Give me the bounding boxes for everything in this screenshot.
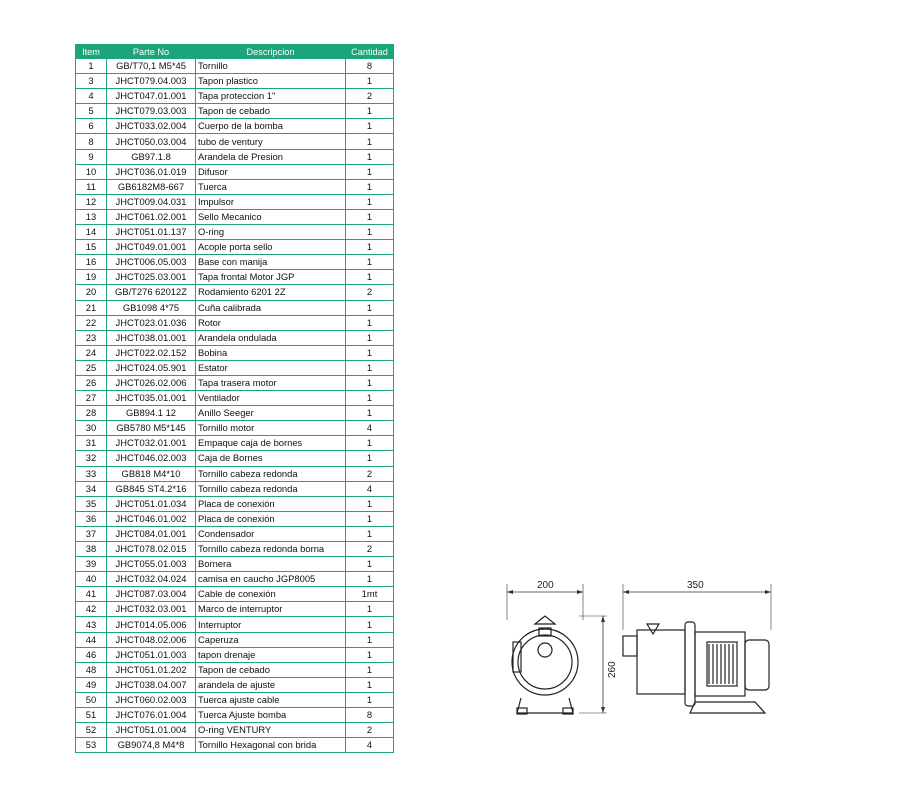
header-description: Descripcion xyxy=(196,45,346,59)
table-row xyxy=(76,451,394,466)
table-row xyxy=(76,602,394,617)
description-cell: Rotor xyxy=(196,315,346,330)
description-cell: Impulsor xyxy=(196,194,346,209)
part-number-cell: JHCT038.04.007 xyxy=(107,677,196,692)
part-number-cell: JHCT079.04.003 xyxy=(107,74,196,89)
item-cell: 39 xyxy=(76,557,107,572)
description-cell: Estator xyxy=(196,360,346,375)
table-row xyxy=(76,270,394,285)
item-cell: 30 xyxy=(76,421,107,436)
part-number-cell: JHCT032.01.001 xyxy=(107,436,196,451)
quantity-cell: 1 xyxy=(346,209,394,224)
part-number-cell: JHCT087.03.004 xyxy=(107,587,196,602)
part-number-cell: JHCT051.01.004 xyxy=(107,723,196,738)
table-row xyxy=(76,542,394,557)
quantity-cell: 1 xyxy=(346,662,394,677)
item-cell: 32 xyxy=(76,451,107,466)
quantity-cell: 1 xyxy=(346,149,394,164)
quantity-cell: 1 xyxy=(346,391,394,406)
quantity-cell: 1 xyxy=(346,617,394,632)
quantity-cell: 2 xyxy=(346,89,394,104)
table-header-row xyxy=(76,45,394,59)
quantity-cell: 1 xyxy=(346,436,394,451)
quantity-cell: 1 xyxy=(346,692,394,707)
table-row xyxy=(76,587,394,602)
quantity-cell: 1 xyxy=(346,119,394,134)
front-width-dimension xyxy=(507,580,583,620)
part-number-cell: JHCT076.01.004 xyxy=(107,708,196,723)
header-item: Item xyxy=(76,45,107,59)
parts-table xyxy=(75,44,394,753)
item-cell: 11 xyxy=(76,179,107,194)
part-number-cell: GB9074,8 M4*8 xyxy=(107,738,196,753)
part-number-cell: JHCT014.05.006 xyxy=(107,617,196,632)
item-cell: 50 xyxy=(76,692,107,707)
item-cell: 41 xyxy=(76,587,107,602)
table-row xyxy=(76,330,394,345)
side-width-label: 350 xyxy=(687,580,704,591)
table-row xyxy=(76,375,394,390)
part-number-cell: JHCT055.01.003 xyxy=(107,557,196,572)
description-cell: Cuerpo de la bomba xyxy=(196,119,346,134)
item-cell: 49 xyxy=(76,677,107,692)
quantity-cell: 1 xyxy=(346,255,394,270)
table-row xyxy=(76,134,394,149)
part-number-cell: JHCT061.02.001 xyxy=(107,209,196,224)
description-cell: Ventilador xyxy=(196,391,346,406)
table-row xyxy=(76,617,394,632)
table-row xyxy=(76,572,394,587)
quantity-cell: 1 xyxy=(346,375,394,390)
item-cell: 48 xyxy=(76,662,107,677)
description-cell: Placa de conexión xyxy=(196,496,346,511)
item-cell: 46 xyxy=(76,647,107,662)
part-number-cell: JHCT032.03.001 xyxy=(107,602,196,617)
description-cell: Tornillo cabeza redonda xyxy=(196,466,346,481)
description-cell: Cable de conexión xyxy=(196,587,346,602)
item-cell: 31 xyxy=(76,436,107,451)
part-number-cell: JHCT025.03.001 xyxy=(107,270,196,285)
table-row xyxy=(76,360,394,375)
item-cell: 40 xyxy=(76,572,107,587)
table-row xyxy=(76,406,394,421)
part-number-cell: GB6182M8-667 xyxy=(107,179,196,194)
table-row xyxy=(76,255,394,270)
item-cell: 12 xyxy=(76,194,107,209)
item-cell: 22 xyxy=(76,315,107,330)
item-cell: 37 xyxy=(76,526,107,541)
item-cell: 21 xyxy=(76,300,107,315)
description-cell: Tornillo cabeza redonda xyxy=(196,481,346,496)
item-cell: 3 xyxy=(76,74,107,89)
item-cell: 19 xyxy=(76,270,107,285)
quantity-cell: 4 xyxy=(346,481,394,496)
part-number-cell: JHCT060.02.003 xyxy=(107,692,196,707)
pump-front-view xyxy=(512,616,578,714)
description-cell: Tornillo xyxy=(196,59,346,74)
description-cell: Placa de conexión xyxy=(196,511,346,526)
table-row xyxy=(76,526,394,541)
item-cell: 23 xyxy=(76,330,107,345)
description-cell: tubo de ventury xyxy=(196,134,346,149)
quantity-cell: 1 xyxy=(346,300,394,315)
item-cell: 13 xyxy=(76,209,107,224)
item-cell: 36 xyxy=(76,511,107,526)
header-part-number: Parte No xyxy=(107,45,196,59)
description-cell: Arandela ondulada xyxy=(196,330,346,345)
description-cell: Tapon plastico xyxy=(196,74,346,89)
description-cell: Rodamiento 6201 2Z xyxy=(196,285,346,300)
part-number-cell: JHCT048.02.006 xyxy=(107,632,196,647)
part-number-cell: JHCT051.01.034 xyxy=(107,496,196,511)
table-row xyxy=(76,315,394,330)
description-cell: O-ring VENTURY xyxy=(196,723,346,738)
item-cell: 24 xyxy=(76,345,107,360)
description-cell: camisa en caucho JGP8005 xyxy=(196,572,346,587)
part-number-cell: GB894.1 12 xyxy=(107,406,196,421)
part-number-cell: JHCT051.01.003 xyxy=(107,647,196,662)
table-row xyxy=(76,481,394,496)
description-cell: Base con manija xyxy=(196,255,346,270)
item-cell: 10 xyxy=(76,164,107,179)
quantity-cell: 1 xyxy=(346,270,394,285)
item-cell: 43 xyxy=(76,617,107,632)
height-dimension xyxy=(579,616,618,713)
part-number-cell: GB97.1.8 xyxy=(107,149,196,164)
item-cell: 1 xyxy=(76,59,107,74)
part-number-cell: GB1098 4*75 xyxy=(107,300,196,315)
quantity-cell: 2 xyxy=(346,723,394,738)
description-cell: Tapa proteccion 1" xyxy=(196,89,346,104)
quantity-cell: 8 xyxy=(346,708,394,723)
table-row xyxy=(76,300,394,315)
quantity-cell: 1mt xyxy=(346,587,394,602)
table-row xyxy=(76,692,394,707)
table-row xyxy=(76,557,394,572)
description-cell: Tornillo cabeza redonda borna xyxy=(196,542,346,557)
quantity-cell: 1 xyxy=(346,557,394,572)
item-cell: 9 xyxy=(76,149,107,164)
quantity-cell: 1 xyxy=(346,74,394,89)
description-cell: Condensador xyxy=(196,526,346,541)
part-number-cell: GB818 M4*10 xyxy=(107,466,196,481)
table-row xyxy=(76,632,394,647)
part-number-cell: JHCT009.04.031 xyxy=(107,194,196,209)
part-number-cell: JHCT084.01.001 xyxy=(107,526,196,541)
quantity-cell: 1 xyxy=(346,345,394,360)
header-quantity: Cantidad xyxy=(346,45,394,59)
description-cell: tapon drenaje xyxy=(196,647,346,662)
quantity-cell: 4 xyxy=(346,421,394,436)
item-cell: 28 xyxy=(76,406,107,421)
quantity-cell: 1 xyxy=(346,360,394,375)
item-cell: 52 xyxy=(76,723,107,738)
quantity-cell: 2 xyxy=(346,466,394,481)
part-number-cell: JHCT047.01.001 xyxy=(107,89,196,104)
description-cell: Marco de interruptor xyxy=(196,602,346,617)
front-width-label: 200 xyxy=(537,580,554,591)
table-row xyxy=(76,496,394,511)
quantity-cell: 1 xyxy=(346,677,394,692)
part-number-cell: JHCT036.01.019 xyxy=(107,164,196,179)
part-number-cell: JHCT049.01.001 xyxy=(107,240,196,255)
description-cell: Tapa frontal Motor JGP xyxy=(196,270,346,285)
pump-side-view xyxy=(623,622,769,713)
description-cell: Tuerca ajuste cable xyxy=(196,692,346,707)
description-cell: Cuña calibrada xyxy=(196,300,346,315)
description-cell: Tuerca xyxy=(196,179,346,194)
item-cell: 44 xyxy=(76,632,107,647)
part-number-cell: JHCT050.03.004 xyxy=(107,134,196,149)
description-cell: Interruptor xyxy=(196,617,346,632)
quantity-cell: 2 xyxy=(346,285,394,300)
description-cell: Bornera xyxy=(196,557,346,572)
part-number-cell: JHCT046.02.003 xyxy=(107,451,196,466)
quantity-cell: 1 xyxy=(346,225,394,240)
description-cell: Tuerca Ajuste bomba xyxy=(196,708,346,723)
table-row xyxy=(76,738,394,753)
description-cell: Empaque caja de bornes xyxy=(196,436,346,451)
table-row xyxy=(76,149,394,164)
part-number-cell: JHCT022.02.152 xyxy=(107,345,196,360)
table-row xyxy=(76,647,394,662)
part-number-cell: JHCT078.02.015 xyxy=(107,542,196,557)
item-cell: 53 xyxy=(76,738,107,753)
part-number-cell: JHCT024.05.901 xyxy=(107,360,196,375)
quantity-cell: 1 xyxy=(346,496,394,511)
part-number-cell: JHCT051.01.202 xyxy=(107,662,196,677)
part-number-cell: JHCT006.05.003 xyxy=(107,255,196,270)
description-cell: Bobina xyxy=(196,345,346,360)
part-number-cell: GB845 ST4.2*16 xyxy=(107,481,196,496)
item-cell: 42 xyxy=(76,602,107,617)
table-row xyxy=(76,59,394,74)
table-row xyxy=(76,677,394,692)
quantity-cell: 1 xyxy=(346,526,394,541)
description-cell: Tornillo Hexagonal con brida xyxy=(196,738,346,753)
description-cell: arandela de ajuste xyxy=(196,677,346,692)
part-number-cell: JHCT032.04.024 xyxy=(107,572,196,587)
quantity-cell: 1 xyxy=(346,511,394,526)
quantity-cell: 1 xyxy=(346,179,394,194)
item-cell: 16 xyxy=(76,255,107,270)
table-row xyxy=(76,662,394,677)
quantity-cell: 2 xyxy=(346,542,394,557)
quantity-cell: 1 xyxy=(346,194,394,209)
quantity-cell: 1 xyxy=(346,647,394,662)
quantity-cell: 1 xyxy=(346,134,394,149)
table-row xyxy=(76,164,394,179)
item-cell: 35 xyxy=(76,496,107,511)
quantity-cell: 1 xyxy=(346,330,394,345)
table-row xyxy=(76,179,394,194)
description-cell: Tornillo motor xyxy=(196,421,346,436)
quantity-cell: 1 xyxy=(346,406,394,421)
table-row xyxy=(76,723,394,738)
description-cell: Anillo Seeger xyxy=(196,406,346,421)
table-row xyxy=(76,225,394,240)
part-number-cell: JHCT026.02.006 xyxy=(107,375,196,390)
item-cell: 51 xyxy=(76,708,107,723)
part-number-cell: JHCT079.03.003 xyxy=(107,104,196,119)
description-cell: Caja de Bornes xyxy=(196,451,346,466)
table-row xyxy=(76,194,394,209)
table-row xyxy=(76,209,394,224)
table-row xyxy=(76,285,394,300)
table-row xyxy=(76,74,394,89)
item-cell: 33 xyxy=(76,466,107,481)
description-cell: Tapon de cebado xyxy=(196,662,346,677)
side-width-dimension xyxy=(623,580,771,630)
table-row xyxy=(76,104,394,119)
quantity-cell: 1 xyxy=(346,572,394,587)
table-row xyxy=(76,345,394,360)
table-row xyxy=(76,240,394,255)
part-number-cell: JHCT035.01.001 xyxy=(107,391,196,406)
pump-drawing xyxy=(495,570,785,725)
height-label: 260 xyxy=(607,661,618,678)
table-row xyxy=(76,391,394,406)
quantity-cell: 1 xyxy=(346,632,394,647)
quantity-cell: 1 xyxy=(346,451,394,466)
description-cell: Arandela de Presion xyxy=(196,149,346,164)
quantity-cell: 1 xyxy=(346,104,394,119)
item-cell: 15 xyxy=(76,240,107,255)
item-cell: 26 xyxy=(76,375,107,390)
quantity-cell: 1 xyxy=(346,602,394,617)
item-cell: 27 xyxy=(76,391,107,406)
item-cell: 14 xyxy=(76,225,107,240)
table-row xyxy=(76,421,394,436)
table-body xyxy=(76,59,394,753)
part-number-cell: GB/T70,1 M5*45 xyxy=(107,59,196,74)
description-cell: O-ring xyxy=(196,225,346,240)
item-cell: 5 xyxy=(76,104,107,119)
quantity-cell: 4 xyxy=(346,738,394,753)
table-row xyxy=(76,511,394,526)
description-cell: Difusor xyxy=(196,164,346,179)
part-number-cell: JHCT033.02.004 xyxy=(107,119,196,134)
part-number-cell: JHCT023.01.036 xyxy=(107,315,196,330)
item-cell: 20 xyxy=(76,285,107,300)
table-row xyxy=(76,436,394,451)
item-cell: 34 xyxy=(76,481,107,496)
item-cell: 4 xyxy=(76,89,107,104)
table-row xyxy=(76,89,394,104)
part-number-cell: GB5780 M5*145 xyxy=(107,421,196,436)
description-cell: Tapa trasera motor xyxy=(196,375,346,390)
part-number-cell: JHCT051.01.137 xyxy=(107,225,196,240)
part-number-cell: JHCT038.01.001 xyxy=(107,330,196,345)
quantity-cell: 8 xyxy=(346,59,394,74)
item-cell: 6 xyxy=(76,119,107,134)
quantity-cell: 1 xyxy=(346,315,394,330)
table-row xyxy=(76,119,394,134)
quantity-cell: 1 xyxy=(346,240,394,255)
description-cell: Acople porta sello xyxy=(196,240,346,255)
quantity-cell: 1 xyxy=(346,164,394,179)
part-number-cell: JHCT046.01.002 xyxy=(107,511,196,526)
table-row xyxy=(76,466,394,481)
item-cell: 8 xyxy=(76,134,107,149)
table-row xyxy=(76,708,394,723)
item-cell: 25 xyxy=(76,360,107,375)
description-cell: Caperuza xyxy=(196,632,346,647)
part-number-cell: GB/T276 62012Z xyxy=(107,285,196,300)
item-cell: 38 xyxy=(76,542,107,557)
description-cell: Tapon de cebado xyxy=(196,104,346,119)
description-cell: Sello Mecanico xyxy=(196,209,346,224)
